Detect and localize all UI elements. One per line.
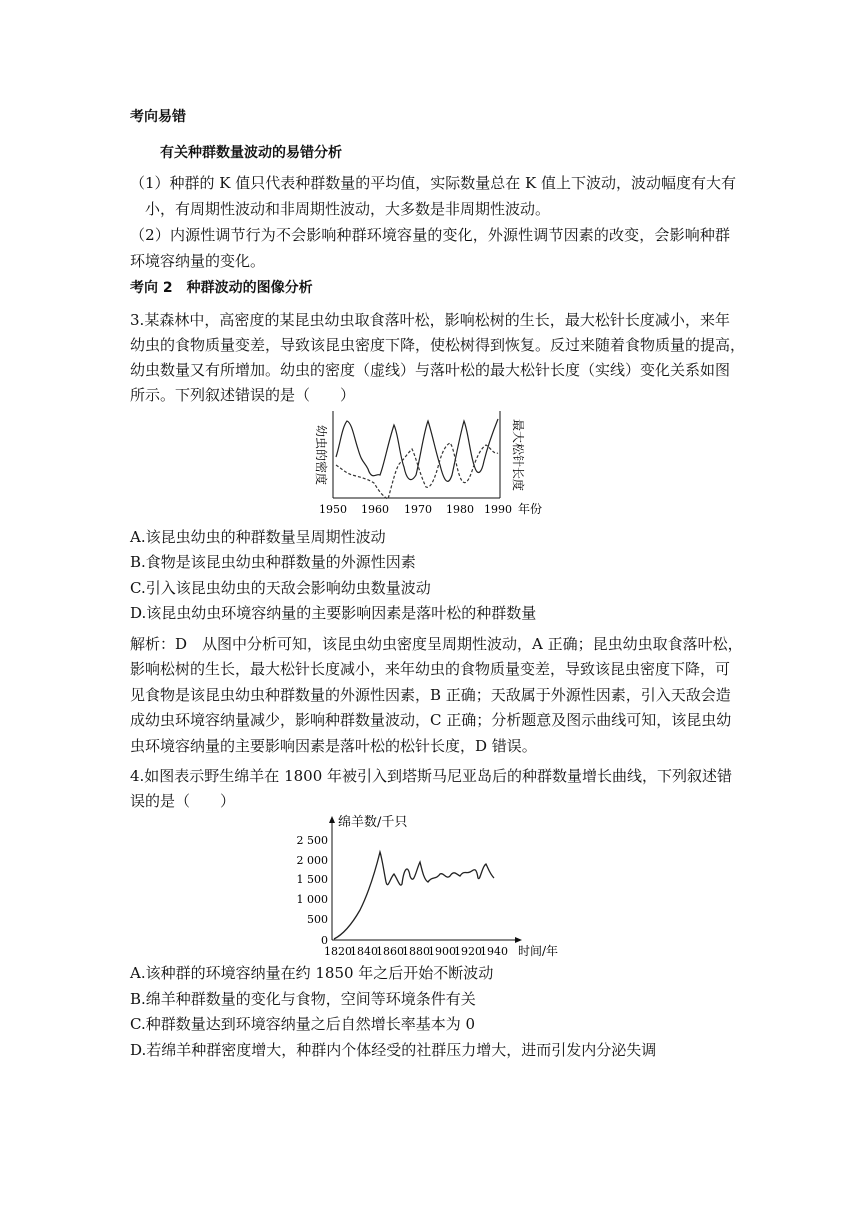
q4-stem-line1: 4.如图表示野生绵羊在 1800 年被引入到塔斯马尼亚岛后的种群数量增长曲线，下列叙述错 — [130, 767, 733, 785]
section-title: 考向 2 种群波动的图像分析 — [130, 280, 313, 296]
q3-option-d: D.该昆虫幼虫环境容纳量的主要影响因素是落叶松的种群数量 — [130, 604, 537, 622]
q4-ytick-2000: 2 000 — [296, 854, 328, 867]
q4-stem-line2: 误的是（ ） — [130, 792, 236, 810]
q3-xtick-1990: 1990 — [484, 503, 512, 516]
q4-xtick-1900: 1900 — [428, 945, 456, 958]
q3-stem-line2: 幼虫的食物质量变差，导致该昆虫密度下降，使松树得到恢复。反过来随着食物质量的提高， — [130, 336, 746, 354]
q3-option-a: A.该昆虫幼虫的种群数量呈周期性波动 — [130, 528, 386, 546]
q3-stem-line3: 幼虫数量又有所增加。幼虫的密度（虚线）与落叶松的最大松针长度（实线）变化关系如图 — [130, 361, 731, 379]
q3-xtick-1950: 1950 — [319, 503, 347, 516]
q3-chart-left-label: 幼虫的密度 — [314, 424, 328, 486]
q3-option-b: B.食物是该昆虫幼虫种群数量的外源性因素 — [130, 553, 416, 571]
q4-xtick-1880: 1880 — [402, 945, 430, 958]
q3-analysis-line2: 影响松树的生长，最大松针长度减小，来年幼虫的食物质量变差，导致该昆虫密度下降，可 — [130, 660, 731, 678]
q4-xtick-1860: 1860 — [376, 945, 404, 958]
q4-option-c: C.种群数量达到环境容纳量之后自然增长率基本为 0 — [130, 1015, 476, 1033]
note2-line2: 环境容纳量的变化。 — [130, 252, 266, 270]
q3-chart-right-label: 最大松针长度 — [511, 418, 525, 492]
q3-xtick-1960: 1960 — [361, 503, 389, 516]
q4-ytick-0: 0 — [321, 934, 328, 947]
q4-xtick-1820: 1820 — [324, 945, 352, 958]
q4-option-b: B.绵羊种群数量的变化与食物，空间等环境条件有关 — [130, 990, 476, 1008]
note1-line2: 小，有周期性波动和非周期性波动，大多数是非周期性波动。 — [145, 200, 551, 218]
q3-stem-line4: 所示。下列叙述错误的是（ ） — [130, 386, 356, 404]
q4-xtick-1920: 1920 — [454, 945, 482, 958]
header-label: 考向易错 — [130, 109, 186, 125]
q3-option-c: C.引入该昆虫幼虫的天敌会影响幼虫数量波动 — [130, 579, 431, 597]
q4-ytick-1500: 1 500 — [296, 873, 328, 886]
q3-xtick-1980: 1980 — [446, 503, 474, 516]
q3-stem-line1: 3.某森林中，高密度的某昆虫幼虫取食落叶松，影响松树的生长，最大松针长度减小，来年 — [130, 311, 730, 329]
q4-option-a: A.该种群的环境容纳量在约 1850 年之后开始不断波动 — [130, 964, 494, 982]
q3-analysis-line1: 解析：D 从图中分析可知，该昆虫幼虫密度呈周期性波动，A 正确；昆虫幼虫取食落叶松， — [130, 635, 743, 653]
box-title: 有关种群数量波动的易错分析 — [160, 145, 342, 161]
q4-chart-x-arrow — [515, 937, 522, 943]
q3-needle-length-line — [336, 419, 498, 481]
q4-chart-xlabel: 时间/年 — [517, 944, 559, 958]
q3-chart — [300, 405, 560, 525]
q4-ytick-2500: 2 500 — [296, 834, 328, 847]
q4-chart-y-arrow — [329, 816, 335, 823]
q4-ytick-500: 500 — [307, 913, 328, 926]
q4-chart — [290, 808, 580, 958]
q4-sheep-population-line — [334, 852, 494, 939]
q3-analysis-line4: 成幼虫环境容纳量减少，影响种群数量波动，C 正确；分析题意及图示曲线可知，该昆虫幼 — [130, 711, 732, 729]
q3-analysis-line3: 见食物是该昆虫幼虫种群数量的外源性因素，B 正确；天敌属于外源性因素，引入天敌会造 — [130, 686, 731, 704]
q4-xtick-1840: 1840 — [350, 945, 378, 958]
note1-line1: （1）种群的 K 值只代表种群数量的平均值，实际数量总在 K 值上下波动，波动幅度有大有 — [130, 174, 737, 192]
q4-ytick-1000: 1 000 — [296, 893, 328, 906]
q4-chart-ylabel: 绵羊数/千只 — [338, 815, 408, 830]
q3-analysis-line5: 虫环境容纳量的主要影响因素是落叶松的松针长度，D 错误。 — [130, 737, 537, 755]
note2-line1: （2）内源性调节行为不会影响种群环境容量的变化，外源性调节因素的改变，会影响种群 — [130, 226, 730, 244]
q3-xtick-1970: 1970 — [404, 503, 432, 516]
q4-option-d: D.若绵羊种群密度增大，种群内个体经受的社群压力增大，进而引发内分泌失调 — [130, 1041, 657, 1059]
q3-chart-xlabel: 年份 — [517, 502, 543, 516]
q4-xtick-1940: 1940 — [480, 945, 508, 958]
